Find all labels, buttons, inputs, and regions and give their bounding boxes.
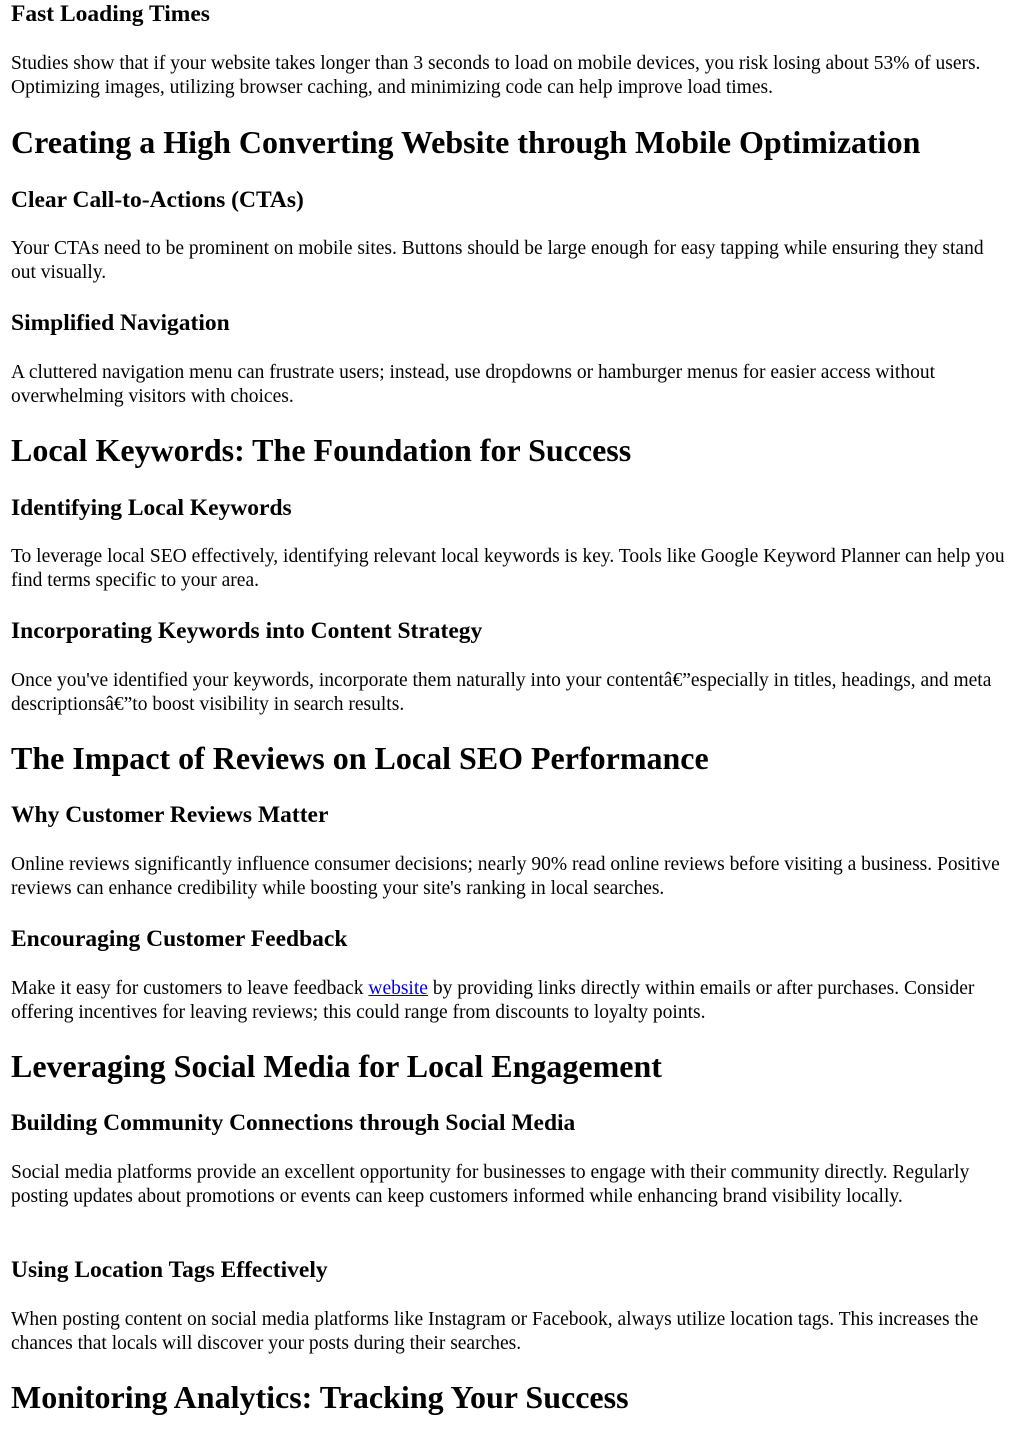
heading-high-converting-website: Creating a High Converting Website through Mobile Optimization [11,124,921,160]
paragraph-location-tags: When posting content on social media platforms like Instagram or Facebook, always utilize location tags. This increases the chances that locals will discover your posts during their searches. [11,1309,979,1354]
heading-local-keywords: Local Keywords: The Foundation for Success [11,432,632,468]
website-link[interactable]: website [368,978,428,999]
heading-social-media-engagement: Leveraging Social Media for Local Engagement [11,1048,662,1084]
paragraph-encouraging-customer-feedback [11,977,1010,1024]
heading-why-customer-reviews-matter: Why Customer Reviews Matter [11,802,329,828]
heading-fast-loading-times: Fast Loading Times [11,1,210,27]
heading-identifying-local-keywords: Identifying Local Keywords [11,495,292,521]
paragraph-community-connections: Social media platforms provide an excellent opportunity for businesses to engage with their community directly. Regularly posting updates about promotions or events can keep customers informed while enhancing brand visibility locally. [11,1162,970,1207]
paragraph-incorporating-keywords: Once you've identified your keywords, incorporate them naturally into your contentâ€”especially in titles, headings, and meta descriptionsâ€”to boost visibility in search results. [11,670,992,715]
heading-location-tags: Using Location Tags Effectively [11,1257,328,1283]
heading-incorporating-keywords: Incorporating Keywords into Content Strategy [11,618,483,644]
heading-encouraging-customer-feedback: Encouraging Customer Feedback [11,926,348,952]
heading-community-connections: Building Community Connections through Social Media [11,1110,576,1136]
heading-simplified-navigation: Simplified Navigation [11,310,230,336]
feedback-text-after-link: by providing links directly within emails or after purchases. Consider offering incentives for leaving reviews; this could range from discounts to loyalty points. [11,978,975,1023]
heading-monitoring-analytics: Monitoring Analytics: Tracking Your Success [11,1379,629,1415]
paragraph-why-customer-reviews-matter: Online reviews significantly influence consumer decisions; nearly 90% read online reviews before visiting a business. Positive reviews can enhance credibility while boosting your site's ranking in local searches. [11,854,1000,899]
paragraph-identifying-local-keywords: To leverage local SEO effectively, identifying relevant local keywords is key. Tools like Google Keyword Planner can help you find terms specific to your area. [11,546,1005,591]
paragraph-clear-ctas: Your CTAs need to be prominent on mobile sites. Buttons should be large enough for easy tapping while ensuring they stand out visually. [11,238,984,283]
feedback-text-before-link: Make it easy for customers to leave feedback [11,978,369,999]
heading-clear-ctas: Clear Call-to-Actions (CTAs) [11,187,304,213]
heading-impact-of-reviews: The Impact of Reviews on Local SEO Performance [11,740,709,776]
paragraph-fast-loading-times: Studies show that if your website takes longer than 3 seconds to load on mobile devices, you risk losing about 53% of users. Optimizing images, utilizing browser caching, and minimizing code can help improve load times. [11,53,981,98]
paragraph-simplified-navigation: A cluttered navigation menu can frustrate users; instead, use dropdowns or hamburger menus for easier access without overwhelming visitors with choices. [11,362,935,407]
